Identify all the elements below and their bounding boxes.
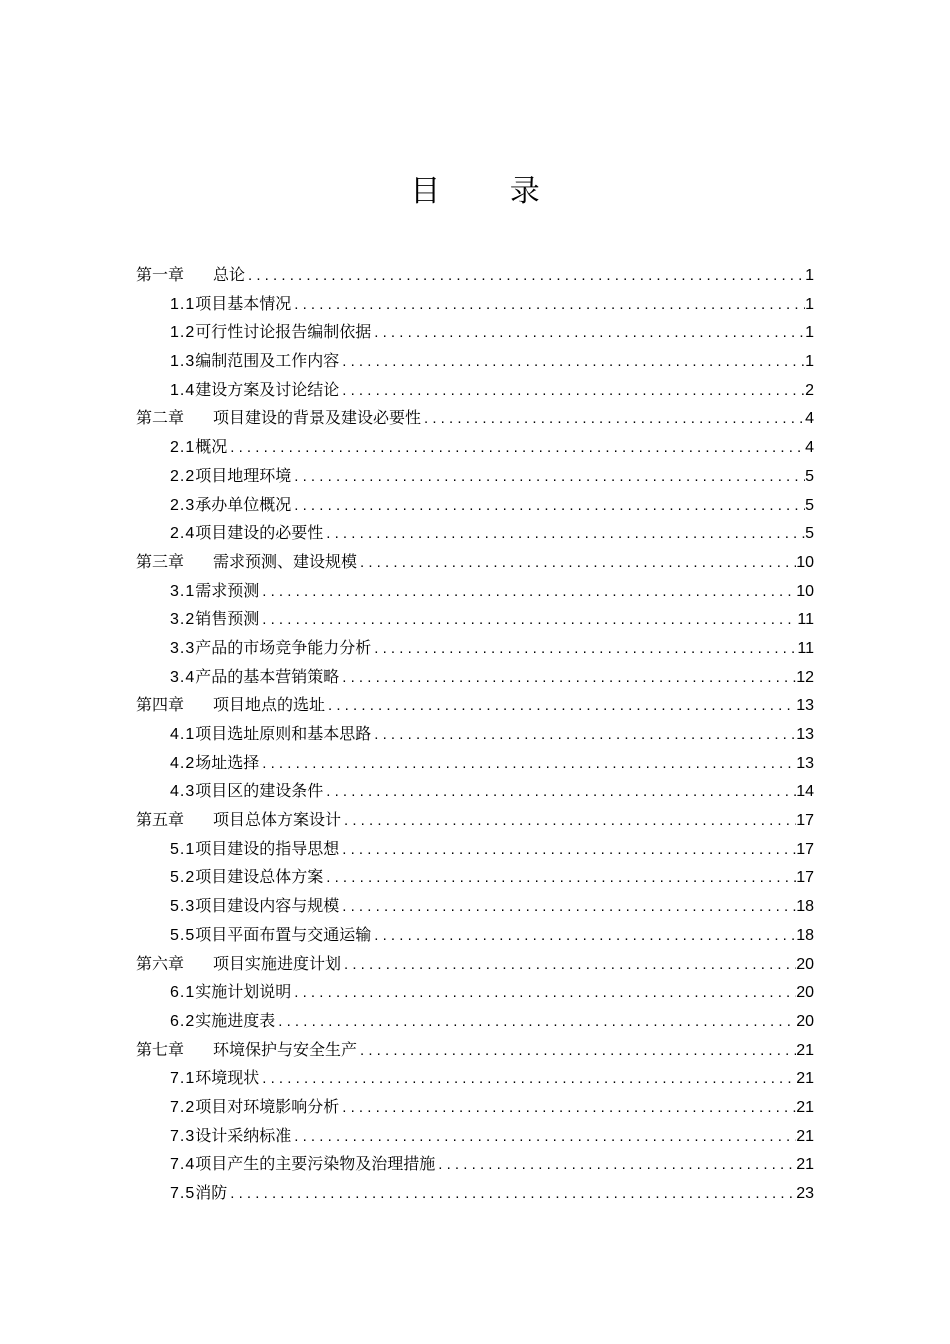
toc-section-entry[interactable]: [136, 577, 814, 606]
toc-entry-text: [170, 1064, 259, 1094]
page-number: 4: [805, 410, 814, 428]
chapter-label: 第四章: [136, 695, 185, 715]
section-number: 7.2: [170, 1098, 196, 1116]
dot-leader: [357, 1037, 796, 1066]
dot-leader: [291, 492, 805, 521]
page-number: 20: [796, 1012, 814, 1030]
page-number: 21: [796, 1041, 814, 1059]
toc-entry-text: [170, 290, 291, 320]
toc-section-entry[interactable]: [136, 1064, 814, 1093]
toc-chapter-entry[interactable]: [136, 404, 814, 433]
entry-title: 销售预测: [195, 609, 260, 629]
table-of-contents: [136, 261, 814, 1208]
entry-title: 环境保护与安全生产: [213, 1039, 358, 1059]
page-number: 1: [805, 353, 814, 371]
toc-entry-text: [136, 1036, 357, 1065]
toc-section-entry[interactable]: [136, 462, 814, 491]
entry-title: 编制范围及工作内容: [195, 351, 340, 371]
toc-section-entry[interactable]: [136, 491, 814, 520]
toc-section-entry[interactable]: [136, 749, 814, 778]
dot-leader: [341, 951, 796, 980]
toc-entry-text: [136, 404, 421, 433]
section-number: 5.5: [170, 926, 196, 944]
dot-leader: [357, 549, 796, 578]
page-number: 23: [796, 1185, 814, 1202]
toc-chapter-entry[interactable]: [136, 691, 814, 720]
page-title: 目 录: [410, 174, 570, 209]
entry-title: 项目实施进度计划: [213, 953, 342, 973]
dot-leader: [245, 262, 805, 291]
dot-leader: [291, 979, 796, 1008]
toc-entry-text: [170, 1093, 339, 1123]
section-number: 1.1: [170, 295, 196, 313]
toc-entry-text: [170, 433, 227, 463]
page-number: 13: [796, 697, 814, 715]
chapter-label: 第五章: [136, 810, 185, 830]
page-number: 12: [796, 668, 814, 686]
toc-entry-text: [170, 892, 339, 922]
toc-section-entry[interactable]: [136, 978, 814, 1007]
section-number: 5.3: [170, 898, 196, 916]
page-number: 13: [796, 754, 814, 772]
page-number: 21: [796, 1156, 814, 1174]
toc-entry-text: [136, 548, 357, 577]
section-number: 5.1: [170, 840, 196, 858]
page-number: 17: [796, 812, 814, 830]
page-number: 21: [796, 1098, 814, 1116]
toc-entry-text: [170, 577, 259, 607]
section-number: 6.2: [170, 1012, 196, 1030]
toc-section-entry[interactable]: [136, 1150, 814, 1179]
entry-title: 项目建设的必要性: [195, 523, 324, 543]
chapter-label: 第三章: [136, 551, 185, 571]
toc-section-entry[interactable]: [136, 1122, 814, 1151]
dot-leader: [371, 635, 797, 664]
toc-section-entry[interactable]: [136, 835, 814, 864]
toc-entry-text: [170, 777, 323, 807]
section-number: 1.2: [170, 324, 196, 342]
dot-leader: [291, 463, 805, 492]
dot-leader: [339, 836, 796, 865]
page-number: 10: [796, 582, 814, 600]
page-number: 18: [796, 926, 814, 944]
entry-title: 项目建设内容与规模: [195, 896, 340, 916]
entry-title: 可行性讨论报告编制依据: [195, 322, 372, 342]
toc-entry-text: [170, 1122, 291, 1152]
toc-chapter-entry[interactable]: [136, 806, 814, 835]
dot-leader: [259, 1065, 796, 1094]
dot-leader: [325, 692, 796, 721]
dot-leader: [339, 377, 805, 406]
entry-title: 产品的市场竞争能力分析: [195, 637, 372, 657]
chapter-label: 第七章: [136, 1039, 185, 1059]
entry-title: 概况: [195, 437, 228, 457]
page-number: 13: [796, 726, 814, 743]
toc-section-entry[interactable]: [136, 921, 814, 950]
toc-entry-text: [170, 749, 259, 779]
section-number: 7.1: [170, 1070, 196, 1088]
dot-leader: [339, 1094, 796, 1123]
toc-entry-text: [136, 950, 341, 979]
page-number: 5: [805, 525, 814, 543]
toc-entry-text: [170, 663, 339, 693]
entry-title: 项目选址原则和基本思路: [195, 724, 372, 743]
entry-title: 项目平面布置与交通运输: [195, 924, 372, 944]
page-number: 1: [805, 267, 814, 284]
toc-chapter-entry[interactable]: [136, 548, 814, 577]
toc-section-entry[interactable]: [136, 720, 814, 749]
entry-title: 项目地点的选址: [213, 695, 326, 715]
toc-section-entry[interactable]: [136, 519, 814, 548]
toc-section-entry[interactable]: [136, 1179, 814, 1208]
toc-section-entry[interactable]: [136, 634, 814, 663]
entry-title: 项目建设的背景及建设必要性: [213, 408, 422, 428]
toc-entry-text: [170, 835, 339, 865]
toc-section-entry[interactable]: [136, 892, 814, 921]
entry-title: 项目基本情况: [195, 293, 292, 313]
section-number: 2.4: [170, 525, 196, 543]
entry-title: 实施计划说明: [195, 982, 292, 1002]
page-number: 2: [805, 381, 814, 399]
section-number: 7.5: [170, 1185, 196, 1202]
toc-section-entry[interactable]: [136, 777, 814, 806]
toc-entry-text: [170, 519, 323, 549]
toc-section-entry[interactable]: [136, 433, 814, 462]
dot-leader: [371, 721, 796, 750]
entry-title: 实施进度表: [195, 1010, 276, 1030]
toc-entry-text: [170, 1179, 227, 1209]
section-number: 2.2: [170, 467, 196, 485]
entry-title: 项目总体方案设计: [213, 810, 342, 830]
dot-leader: [227, 1180, 796, 1209]
toc-chapter-entry[interactable]: [136, 950, 814, 979]
page-number: 10: [796, 553, 814, 571]
dot-leader: [341, 807, 796, 836]
dot-leader: [227, 434, 805, 463]
dot-leader: [371, 922, 796, 951]
section-number: 7.3: [170, 1127, 196, 1145]
toc-section-entry[interactable]: [136, 318, 814, 347]
page-number: 4: [805, 439, 814, 457]
toc-entry-text: [170, 347, 339, 377]
entry-title: 总论: [213, 265, 246, 284]
section-number: 4.2: [170, 754, 196, 772]
dot-leader: [259, 750, 796, 779]
entry-title: 建设方案及讨论结论: [195, 379, 340, 399]
toc-section-entry[interactable]: [136, 376, 814, 405]
toc-entry-text: [170, 376, 339, 406]
dot-leader: [291, 291, 805, 320]
toc-entry-text: [170, 462, 291, 492]
section-number: 3.3: [170, 639, 196, 657]
toc-section-entry[interactable]: [136, 290, 814, 319]
toc-entry-text: [136, 261, 245, 290]
page-number: 21: [796, 1127, 814, 1145]
page-number: 1: [805, 324, 814, 342]
entry-title: 需求预测: [195, 580, 260, 600]
section-number: 3.1: [170, 582, 196, 600]
section-number: 2.3: [170, 496, 196, 514]
section-number: 4.3: [170, 783, 196, 801]
page-number: 18: [796, 898, 814, 916]
toc-chapter-entry[interactable]: [136, 1036, 814, 1065]
toc-entry-text: [170, 318, 371, 348]
chapter-label: 第一章: [136, 265, 185, 284]
section-number: 7.4: [170, 1156, 196, 1174]
toc-section-entry[interactable]: [136, 863, 814, 892]
dot-leader: [339, 893, 796, 922]
entry-title: 项目建设的指导思想: [195, 838, 340, 858]
toc-entry-text: [170, 1150, 435, 1180]
section-number: 3.4: [170, 668, 196, 686]
section-number: 4.1: [170, 726, 196, 743]
page-number: 20: [796, 984, 814, 1002]
page-number: 5: [805, 467, 814, 485]
toc-entry-text: [136, 806, 341, 835]
toc-section-entry[interactable]: [136, 347, 814, 376]
page-number: 17: [796, 840, 814, 858]
entry-title: 项目对环境影响分析: [195, 1096, 340, 1116]
section-number: 1.4: [170, 381, 196, 399]
entry-title: 项目建设总体方案: [195, 867, 324, 887]
toc-entry-text: [170, 605, 259, 635]
toc-chapter-entry[interactable]: [136, 261, 814, 290]
chapter-label: 第六章: [136, 953, 185, 973]
page-number: 21: [796, 1070, 814, 1088]
dot-leader: [339, 664, 796, 693]
entry-title: 消防: [195, 1183, 228, 1202]
dot-leader: [291, 1123, 796, 1152]
toc-section-entry[interactable]: [136, 605, 814, 634]
page-number: 14: [796, 783, 814, 801]
entry-title: 产品的基本营销策略: [195, 666, 340, 686]
page-number: 17: [796, 869, 814, 887]
page-number: 20: [796, 955, 814, 973]
toc-section-entry[interactable]: [136, 663, 814, 692]
dot-leader: [275, 1008, 796, 1037]
page-number: 11: [797, 639, 814, 657]
toc-section-entry[interactable]: [136, 1007, 814, 1036]
toc-entry-text: [170, 634, 371, 664]
dot-leader: [259, 578, 796, 607]
entry-title: 项目产生的主要污染物及治理措施: [195, 1154, 436, 1174]
toc-entry-text: [170, 863, 323, 893]
entry-title: 设计采纳标准: [195, 1125, 292, 1145]
dot-leader: [339, 348, 805, 377]
toc-entry-text: [170, 1007, 275, 1037]
dot-leader: [435, 1151, 796, 1180]
dot-leader: [371, 319, 805, 348]
dot-leader: [259, 606, 797, 635]
toc-entry-text: [170, 921, 371, 951]
section-number: 3.2: [170, 611, 196, 629]
chapter-label: 第二章: [136, 408, 185, 428]
section-number: 6.1: [170, 984, 196, 1002]
dot-leader: [323, 778, 796, 807]
toc-section-entry[interactable]: [136, 1093, 814, 1122]
entry-title: 场址选择: [195, 752, 260, 772]
section-number: 1.3: [170, 353, 196, 371]
section-number: 5.2: [170, 869, 196, 887]
toc-entry-text: [136, 691, 325, 720]
entry-title: 需求预测、建设规模: [213, 551, 358, 571]
dot-leader: [421, 405, 805, 434]
dot-leader: [323, 520, 805, 549]
entry-title: 项目地理环境: [195, 465, 292, 485]
entry-title: 项目区的建设条件: [195, 781, 324, 801]
section-number: 2.1: [170, 439, 196, 457]
toc-entry-text: [170, 978, 291, 1008]
page-number: 11: [797, 611, 814, 629]
toc-entry-text: [170, 720, 371, 750]
page-number: 1: [805, 295, 814, 313]
toc-entry-text: [170, 491, 291, 521]
entry-title: 环境现状: [195, 1068, 260, 1088]
page-number: 5: [805, 496, 814, 514]
dot-leader: [323, 864, 796, 893]
entry-title: 承办单位概况: [195, 494, 292, 514]
